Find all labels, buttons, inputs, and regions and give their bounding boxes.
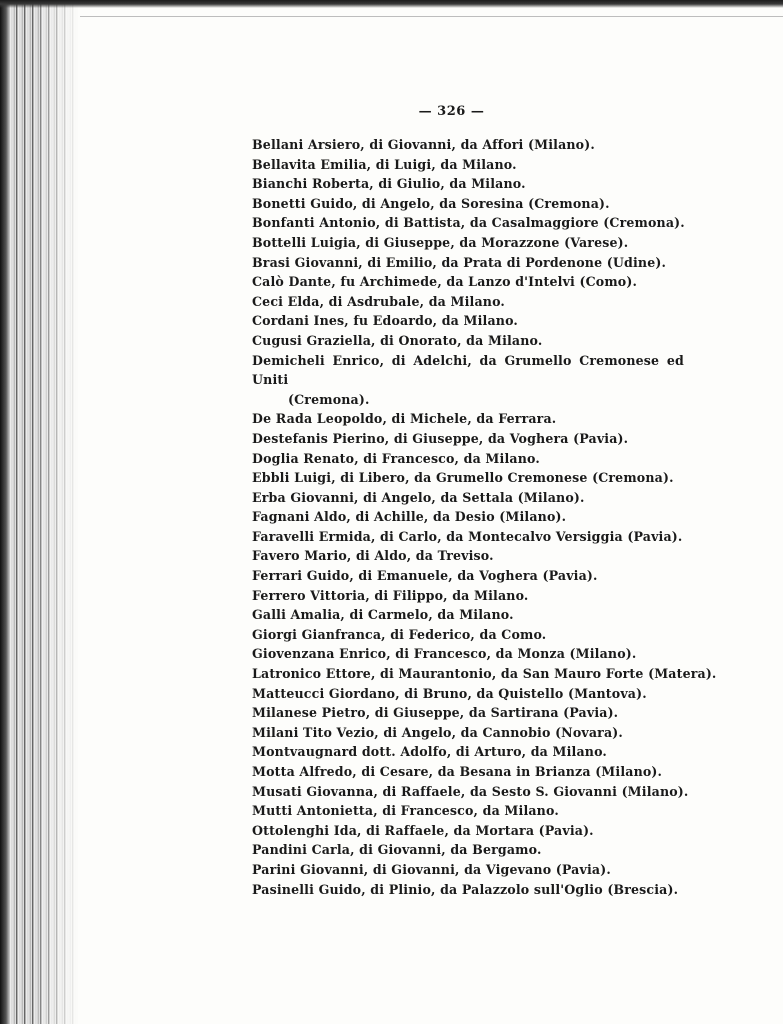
list-item: Ceci Elda, di Asdrubale, da Milano.	[252, 293, 505, 309]
list-item: Demicheli Enrico, di Adelchi, da Grumello Cremonese ed Uniti	[252, 352, 684, 388]
list-item: Ebbli Luigi, di Libero, da Grumello Cremonese (Cremona).	[252, 470, 674, 486]
list-item: Ferrari Guido, di Emanuele, da Voghera (Pavia).	[252, 568, 598, 584]
list-item: Ottolenghi Ida, di Raffaele, da Mortara (Pavia).	[252, 822, 594, 838]
list-item: Destefanis Pierino, di Giuseppe, da Voghera (Pavia).	[252, 430, 629, 446]
list-item: Mutti Antonietta, di Francesco, da Milano.	[252, 803, 559, 819]
continuation-text: (Cremona).	[288, 391, 370, 407]
list-item: Erba Giovanni, di Angelo, da Settala (Milano).	[252, 489, 585, 505]
list-item: Milanese Pietro, di Giuseppe, da Sartirana (Pavia).	[252, 705, 619, 721]
page-top-edge	[0, 0, 783, 8]
list-item: Ferrero Vittoria, di Filippo, da Milano.	[252, 587, 529, 603]
list-item: Bellani Arsiero, di Giovanni, da Affori (Milano).	[252, 137, 595, 152]
list-item: Montvaugnard dott. Adolfo, di Arturo, da Milano.	[252, 744, 607, 760]
page-top-rule	[80, 16, 783, 17]
binding-edge	[0, 0, 10, 1024]
list-item: Favero Mario, di Aldo, da Treviso.	[252, 548, 494, 564]
list-item: Parini Giovanni, di Giovanni, da Vigevano (Pavia).	[252, 861, 611, 877]
list-item: Matteucci Giordano, di Bruno, da Quistello (Mantova).	[252, 685, 647, 701]
list-item: Giovenzana Enrico, di Francesco, da Monza (Milano).	[252, 646, 637, 662]
list-item: Motta Alfredo, di Cesare, da Besana in Brianza (Milano).	[252, 764, 663, 779]
list-item: Latronico Ettore, di Maurantonio, da San Mauro Forte (Matera).	[252, 666, 717, 682]
gutter-shadow	[40, 0, 80, 1024]
list-item: Pandini Carla, di Giovanni, da Bergamo.	[252, 842, 542, 858]
list-item: Bonfanti Antonio, di Battista, da Casalmaggiore (Cremona).	[252, 215, 685, 231]
list-item-continuation	[252, 390, 692, 410]
list-item: Cordani Ines, fu Edoardo, da Milano.	[252, 313, 518, 329]
list-item: Faravelli Ermida, di Carlo, da Montecalvo Versiggia (Pavia).	[252, 528, 683, 544]
list-item: Milani Tito Vezio, di Angelo, da Cannobio (Novara).	[252, 724, 623, 740]
name-list	[252, 135, 717, 899]
list-item: Brasi Giovanni, di Emilio, da Prata di Pordenone (Udine).	[252, 254, 667, 270]
list-item: Bellavita Emilia, di Luigi, da Milano.	[252, 156, 517, 172]
list-item: Bonetti Guido, di Angelo, da Soresina (Cremona).	[252, 195, 610, 211]
list-item: Bianchi Roberta, di Giulio, da Milano.	[252, 176, 526, 192]
list-item: Calò Dante, fu Archimede, da Lanzo d'Intelvi (Como).	[252, 274, 638, 290]
page-number: — 326 —	[418, 104, 485, 119]
list-item: Bottelli Luigia, di Giuseppe, da Morazzone (Varese).	[252, 234, 629, 250]
list-item: Doglia Renato, di Francesco, da Milano.	[252, 450, 540, 466]
list-item: Cugusi Graziella, di Onorato, da Milano.	[252, 332, 543, 348]
list-item: Musati Giovanna, di Raffaele, da Sesto S. Giovanni (Milano).	[252, 783, 689, 799]
list-item: Pasinelli Guido, di Plinio, da Palazzolo sull'Oglio (Brescia).	[252, 881, 679, 897]
list-item: Fagnani Aldo, di Achille, da Desio (Milano).	[252, 509, 567, 525]
list-item: De Rada Leopoldo, di Michele, da Ferrara.	[252, 411, 557, 427]
list-item: Giorgi Gianfranca, di Federico, da Como.	[252, 626, 547, 642]
list-item: Galli Amalia, di Carmelo, da Milano.	[252, 607, 514, 623]
